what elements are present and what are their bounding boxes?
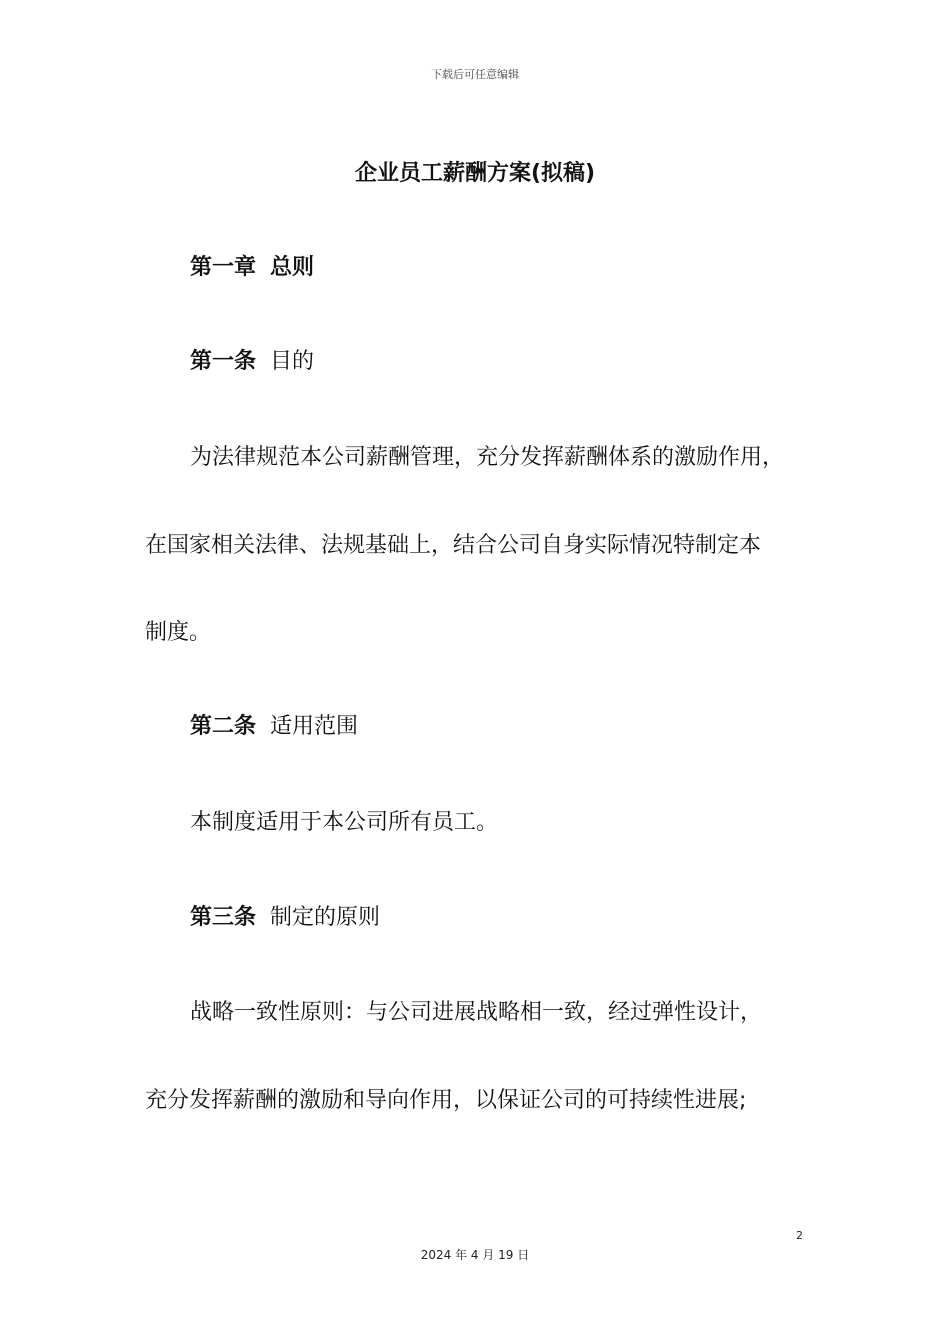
article-1-label: 第一条 <box>190 349 257 374</box>
article-3-title: 制定的原则 <box>270 905 381 930</box>
article-2-paragraph-line-1: 本制度适用于本公司所有员工。 <box>190 810 499 835</box>
page-number: 2 <box>796 1229 803 1242</box>
article-1-title: 目的 <box>270 349 315 374</box>
footer-date: 2024 年 4 月 19 日 <box>420 1248 530 1262</box>
article-2-title: 适用范围 <box>270 714 359 739</box>
article-1-paragraph-line-2: 在国家相关法律、法规基础上，结合公司自身实际情况特制定本 <box>145 533 762 558</box>
article-2-label: 第二条 <box>190 714 257 739</box>
chapter-label: 第一章 <box>190 255 257 280</box>
article-3-paragraph-line-2: 充分发挥薪酬的激励和导向作用，以保证公司的可持续性进展; <box>145 1088 747 1113</box>
article-1-heading <box>190 346 314 378</box>
article-1-paragraph-line-1: 为法律规范本公司薪酬管理，充分发挥薪酬体系的激励作用， <box>190 445 785 470</box>
chapter-title: 总则 <box>270 255 315 280</box>
chapter-heading <box>190 252 314 284</box>
article-3-heading <box>190 902 380 934</box>
article-2-heading <box>190 711 358 743</box>
article-3-label: 第三条 <box>190 905 257 930</box>
article-1-paragraph-line-3: 制度。 <box>145 620 212 645</box>
page-header: 下载后可任意编辑 <box>431 68 519 81</box>
document-title: 企业员工薪酬方案(拟稿) <box>354 161 596 186</box>
article-3-paragraph-line-1: 战略一致性原则：与公司进展战略相一致，经过弹性设计， <box>190 1000 763 1025</box>
